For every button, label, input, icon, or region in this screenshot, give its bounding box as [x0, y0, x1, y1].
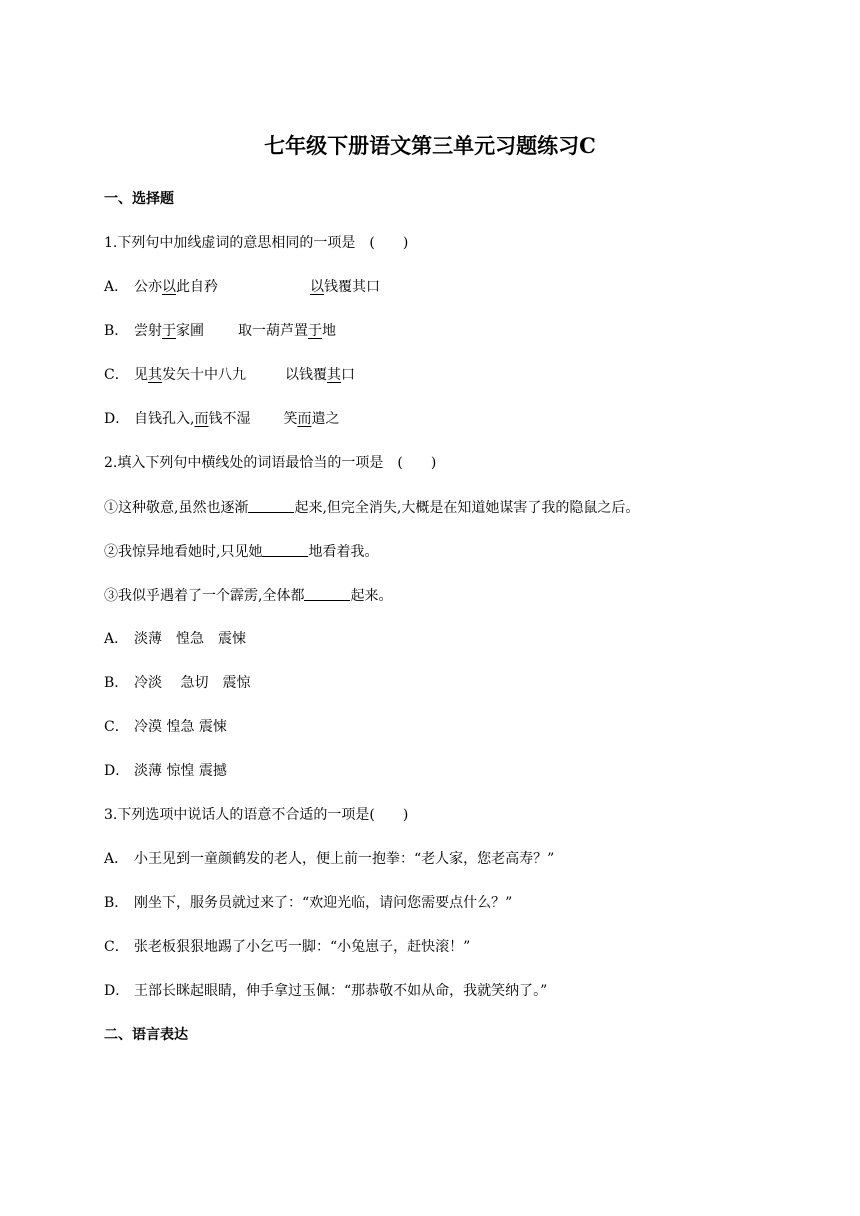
option-label: B． [104, 323, 129, 339]
section-heading-choice: 一、选择题 [104, 191, 174, 207]
fill-blank [262, 541, 308, 557]
option-d-left: 自钱孔入,而钱不湿 [134, 411, 251, 427]
question-2-stem: 2.填入下列句中横线处的词语最恰当的一项是 ( ) [104, 455, 437, 471]
option-b-left: 尝射于家圃 [134, 323, 204, 339]
option-d-right: 笑而遣之 [283, 411, 340, 427]
option-text: 张老板狠狠地踢了小乞丐一脚：“小兔崽子，赶快滚！” [134, 939, 471, 955]
option-text: 淡薄 惶急 震悚 [134, 631, 246, 647]
q1-option-b [104, 321, 336, 341]
fill-blank [304, 585, 350, 601]
q3-option-c [104, 937, 470, 957]
option-text: 冷淡 急切 震惊 [134, 675, 251, 691]
underlined-word: 其 [148, 367, 162, 383]
option-text: 王部长眯起眼睛，伸手拿过玉佩：“那恭敬不如从命，我就笑纳了。” [134, 983, 548, 999]
q3-option-d [104, 981, 547, 1001]
option-label: D． [104, 763, 130, 779]
option-label: D． [104, 411, 130, 427]
underlined-word: 而 [194, 411, 209, 427]
option-text: 刚坐下，服务员就过来了：“欢迎光临，请问您需要点什么？” [134, 895, 513, 911]
option-text: 冷漠 惶急 震悚 [134, 719, 227, 735]
section-heading-language: 二、语言表达 [104, 1027, 188, 1043]
option-label: A． [104, 279, 129, 295]
q2-option-c [104, 717, 227, 737]
q1-option-c [104, 365, 355, 385]
option-c-right: 以钱覆其口 [285, 367, 355, 383]
option-label: A． [104, 631, 129, 647]
option-label: C． [104, 719, 129, 735]
q3-option-b [104, 893, 512, 913]
option-label: D． [104, 983, 130, 999]
option-label: C． [104, 367, 129, 383]
underlined-word: 以 [162, 279, 176, 295]
underlined-word: 而 [297, 411, 312, 427]
option-label: A． [104, 851, 129, 867]
underlined-word: 其 [327, 367, 341, 383]
option-c-left: 见其发矢十中八九 [134, 367, 246, 383]
underlined-word: 于 [162, 323, 176, 339]
option-label: B． [104, 895, 129, 911]
question-3-stem: 3.下列选项中说话人的语意不合适的一项是( ) [104, 807, 409, 823]
q2-option-d [104, 761, 227, 781]
fill-blank [248, 497, 294, 513]
underlined-word: 于 [308, 323, 322, 339]
q1-option-a [104, 277, 380, 297]
question-1-stem: 1.下列句中加线虚词的意思相同的一项是 ( ) [104, 235, 409, 251]
q1-option-d [104, 409, 339, 429]
q2-option-b [104, 673, 250, 693]
q2-sentence-1: ①这种敬意,虽然也逐渐 起来,但完全消失,大概是在知道她谋害了我的隐鼠之后。 [104, 497, 639, 518]
q3-option-a [104, 849, 554, 869]
option-b-right: 取一葫芦置于地 [238, 323, 336, 339]
option-a-left: 公亦以此自矜 [134, 279, 218, 295]
option-label: C． [104, 939, 129, 955]
q2-sentence-3: ③我似乎遇着了一个霹雳,全体都 起来。 [104, 585, 392, 606]
option-label: B． [104, 675, 129, 691]
option-text: 小王见到一童颜鹤发的老人，便上前一抱拳：“老人家，您老高寿？” [134, 851, 555, 867]
q2-option-a [104, 629, 246, 649]
underlined-word: 以 [310, 279, 324, 295]
q2-sentence-2: ②我惊异地看她时,只见她 地看着我。 [104, 541, 378, 562]
document-title: 七年级下册语文第三单元习题练习C [264, 133, 596, 158]
option-a-right: 以钱覆其口 [310, 279, 380, 295]
option-text: 淡薄 惊惶 震撼 [134, 763, 227, 779]
